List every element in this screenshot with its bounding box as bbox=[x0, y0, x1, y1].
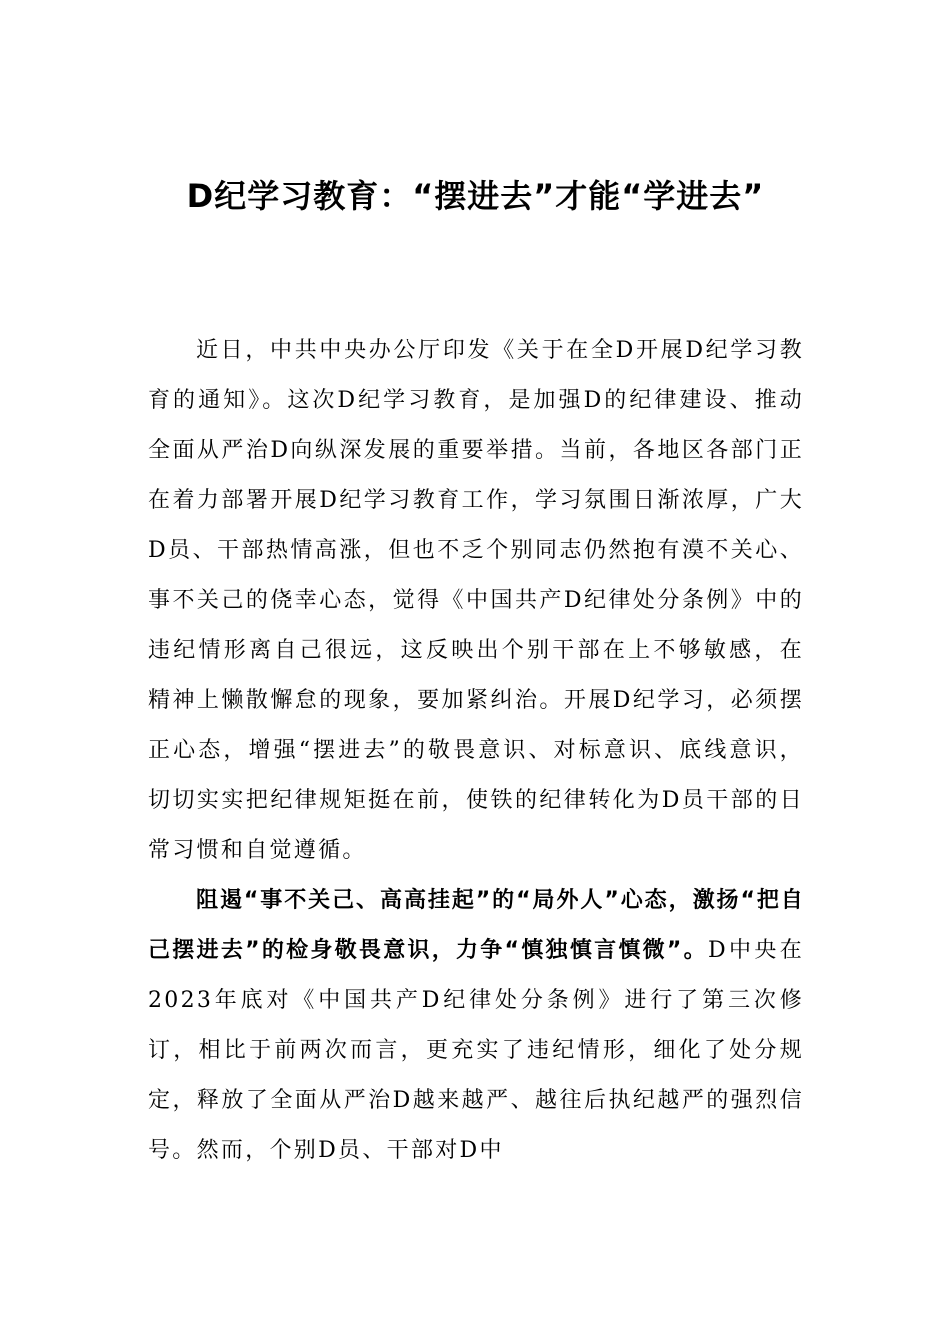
paragraph-1-text: 近日，中共中央办公厅印发《关于在全D开展D纪学习教育的通知》。这次D纪学习教育，是加强D的纪律建设、推动全面从严治D向纵深发展的重要举措。当前，各地区各部门正在着力部署开展D纪学习教育工作，学习氛围日渐浓厚，广大D员、干部热情高涨，但也不乏个别同志仍然抱有漠不关心、事不关己的侥幸心态，觉得《中国共产D纪律处分条例》中的违纪情形离自己很远，这反映出个别干部在上不够敏感，在精神上懒散懈怠的现象，要加紧纠治。开展D纪学习，必须摆正心态，增强“摆进去”的敬畏意识、对标意识、底线意识，切切实实把纪律规矩挺在前，使铁的纪律转化为D员干部的日常习惯和自觉遵循。 bbox=[148, 338, 804, 863]
paragraph-2 bbox=[148, 876, 804, 1176]
paragraph-2-text: D中央在2023年底对《中国共产D纪律处分条例》进行了第三次修订，相比于前两次而言，更充实了违纪情形，细化了处分规定，释放了全面从严治D越来越严、越往后执纪越严的强烈信号。然而，个别D员、干部对D中 bbox=[148, 938, 804, 1163]
document-title: D纪学习教育：“摆进去”才能“学进去” bbox=[186, 177, 765, 215]
paragraph-1 bbox=[148, 326, 804, 876]
document-body bbox=[148, 326, 804, 1176]
paragraph-2-lead: 阻遏“事不关己、高高挂起”的“局外人”心态，激扬“把自己摆进去”的检身敬畏意识，力争“慎独慎言慎微”。 bbox=[148, 888, 804, 963]
